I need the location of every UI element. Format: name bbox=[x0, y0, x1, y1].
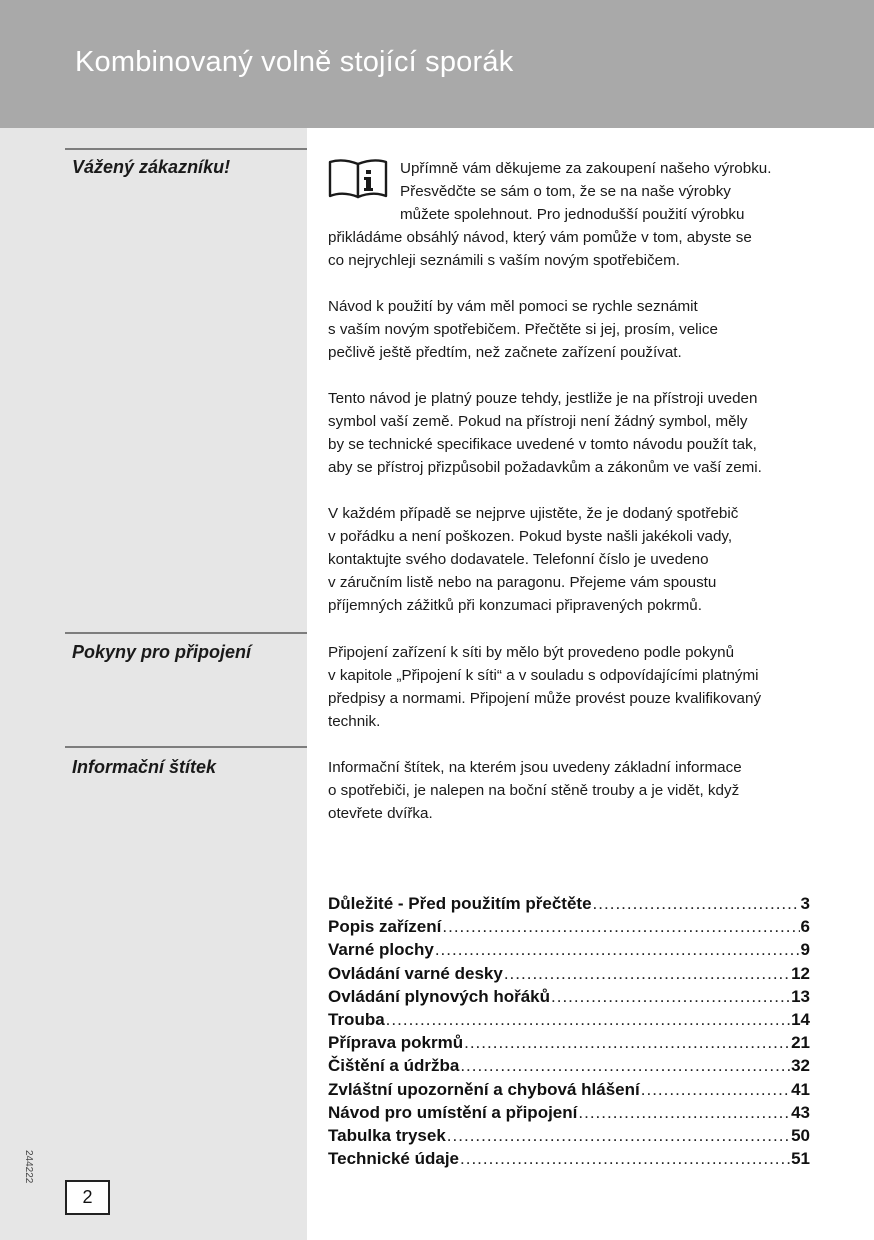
paragraph-line: Návod k použití by vám měl pomoci se rychle seznámit bbox=[328, 298, 698, 315]
toc-label: Důležité - Před použitím přečtěte bbox=[328, 894, 592, 913]
paragraph-line: kontaktujte svého dodavatele. Telefonní číslo je uvedeno bbox=[328, 551, 709, 568]
paragraph-line: o spotřebiči, je nalepen na boční stěně trouby a je vidět, když bbox=[328, 782, 740, 799]
paragraph-line: symbol vaší země. Pokud na přístroji není žádný symbol, měly bbox=[328, 413, 748, 430]
intro-line: přikládáme obsáhlý návod, který vám pomůže v tom, abyste se bbox=[328, 229, 752, 246]
toc-page: 14 bbox=[791, 1009, 810, 1029]
section-divider bbox=[65, 746, 307, 748]
paragraph-info-label bbox=[328, 756, 742, 825]
toc-page: 32 bbox=[791, 1056, 810, 1076]
section-divider bbox=[65, 148, 307, 150]
paragraph-line: Tento návod je platný pouze tehdy, jestliže je na přístroji uveden bbox=[328, 390, 758, 407]
toc-entry[interactable] bbox=[328, 1033, 810, 1056]
section-title-dear-customer: Vážený zákazníku! bbox=[72, 157, 231, 177]
paragraph-line: by se technické specifikace uvedené v tomto návodu použít tak, bbox=[328, 436, 757, 453]
toc-page: 3 bbox=[800, 894, 810, 913]
intro-line: Upřímně vám děkujeme za zakoupení našeho výrobku. bbox=[400, 160, 772, 177]
toc-label: Trouba bbox=[328, 1009, 385, 1029]
toc-page: 51 bbox=[791, 1149, 810, 1169]
page-header bbox=[0, 0, 874, 128]
section-title-info-label: Informační štítek bbox=[72, 757, 217, 777]
paragraph-line: v záručním listě nebo na paragonu. Přejeme vám spoustu bbox=[328, 574, 717, 591]
toc-leader bbox=[460, 1056, 790, 1076]
toc-leader bbox=[578, 1103, 790, 1123]
intro-line: co nejrychleji seznámili s vaším novým spotřebičem. bbox=[328, 252, 680, 269]
intro-line: můžete spolehnout. Pro jednodušší použití výrobku bbox=[400, 206, 745, 223]
toc-entry[interactable] bbox=[328, 964, 810, 987]
paragraph-line: technik. bbox=[328, 713, 381, 730]
paragraph-line: v pořádku a není poškozen. Pokud byste našli jakékoli vady, bbox=[328, 528, 733, 545]
toc-page: 13 bbox=[791, 986, 810, 1006]
toc-leader bbox=[464, 1033, 790, 1053]
toc-label: Ovládání varné desky bbox=[328, 963, 503, 983]
toc-leader bbox=[435, 940, 800, 960]
paragraph-connection bbox=[328, 641, 761, 733]
paragraph-line: aby se přístroj přizpůsobil požadavkům a zákonům ve vaší zemi. bbox=[328, 459, 762, 476]
toc-label: Popis zařízení bbox=[328, 917, 442, 937]
toc-entry[interactable] bbox=[328, 1010, 810, 1033]
toc-entry[interactable] bbox=[328, 1126, 810, 1149]
page-title: Kombinovaný volně stojící sporák bbox=[75, 46, 514, 78]
toc-label: Technické údaje bbox=[328, 1149, 460, 1169]
paragraph-validity bbox=[328, 387, 762, 479]
toc-leader bbox=[593, 894, 800, 914]
paragraph-line: Informační štítek, na kterém jsou uvedeny základní informace bbox=[328, 759, 742, 776]
paragraph-check bbox=[328, 502, 738, 617]
toc-entry[interactable] bbox=[328, 987, 810, 1010]
toc-page: 21 bbox=[791, 1033, 810, 1053]
toc-leader bbox=[551, 987, 790, 1007]
toc-leader bbox=[460, 1149, 790, 1169]
toc-entry[interactable] bbox=[328, 1080, 810, 1103]
toc-entry[interactable] bbox=[328, 1103, 810, 1126]
paragraph-line: pečlivě ještě předtím, než začnete zařízení používat. bbox=[328, 344, 682, 361]
toc-leader bbox=[447, 1126, 790, 1146]
table-of-contents bbox=[328, 894, 810, 1172]
toc-label: Příprava pokrmů bbox=[328, 1033, 464, 1053]
toc-entry[interactable] bbox=[328, 1056, 810, 1079]
intro-line: Přesvědčte se sám o tom, že se na naše výrobky bbox=[400, 183, 731, 200]
toc-leader bbox=[386, 1010, 790, 1030]
toc-page: 12 bbox=[791, 963, 810, 983]
toc-entry[interactable] bbox=[328, 1149, 810, 1172]
intro-text-bottom bbox=[328, 226, 752, 272]
toc-leader bbox=[442, 917, 799, 937]
intro-text-top bbox=[400, 157, 771, 226]
toc-leader bbox=[641, 1080, 790, 1100]
toc-page: 9 bbox=[800, 940, 810, 960]
paragraph-line: V každém případě se nejprve ujistěte, že je dodaný spotřebič bbox=[328, 505, 739, 522]
info-book-icon bbox=[328, 156, 388, 200]
document-code: 244222 bbox=[23, 1150, 34, 1184]
paragraph-line: předpisy a normami. Připojení může provést pouze kvalifikovaný bbox=[328, 690, 762, 707]
toc-label: Zvláštní upozornění a chybová hlášení bbox=[328, 1079, 640, 1099]
paragraph-line: příjemných zážitků při konzumaci připravených pokrmů. bbox=[328, 597, 702, 614]
toc-label: Varné plochy bbox=[328, 940, 434, 960]
toc-entry[interactable] bbox=[328, 917, 810, 940]
left-column bbox=[0, 128, 307, 1240]
toc-entry[interactable] bbox=[328, 940, 810, 963]
toc-label: Tabulka trysek bbox=[328, 1125, 446, 1145]
section-divider bbox=[65, 632, 307, 634]
toc-label: Ovládání plynových hořáků bbox=[328, 986, 551, 1006]
paragraph-line: v kapitole „Připojení k síti“ a v souladu s odpovídajícími platnými bbox=[328, 667, 759, 684]
page-number: 2 bbox=[65, 1180, 110, 1215]
toc-page: 43 bbox=[791, 1102, 810, 1122]
toc-page: 6 bbox=[800, 917, 810, 937]
section-title-connection: Pokyny pro připojení bbox=[72, 642, 252, 662]
toc-leader bbox=[504, 964, 790, 984]
paragraph-line: Připojení zařízení k síti by mělo být provedeno podle pokynů bbox=[328, 644, 735, 661]
toc-page: 41 bbox=[791, 1079, 810, 1099]
toc-entry[interactable] bbox=[328, 894, 810, 917]
toc-label: Čištění a údržba bbox=[328, 1056, 460, 1076]
paragraph-line: otevřete dvířka. bbox=[328, 805, 433, 822]
toc-page: 50 bbox=[791, 1125, 810, 1145]
paragraph-line: s vaším novým spotřebičem. Přečtěte si jej, prosím, velice bbox=[328, 321, 718, 338]
paragraph-manual bbox=[328, 295, 718, 364]
toc-label: Návod pro umístění a připojení bbox=[328, 1102, 578, 1122]
